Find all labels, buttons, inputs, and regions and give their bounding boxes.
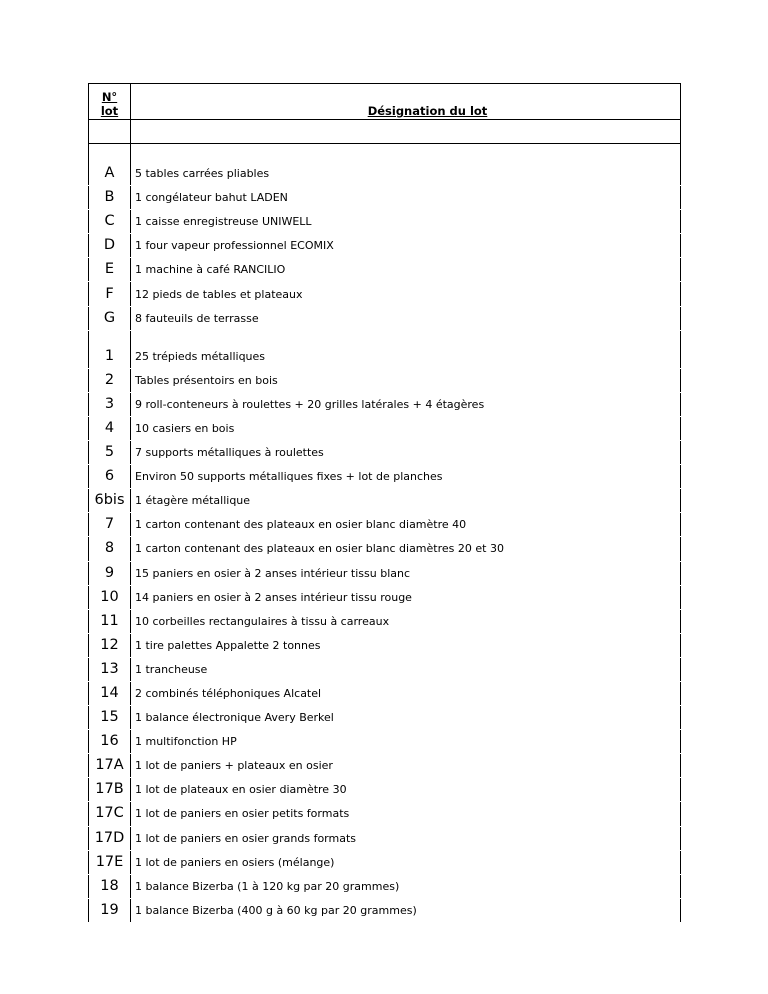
table-row	[89, 826, 681, 850]
lot-table-body	[89, 120, 681, 923]
lot-number: 17E	[89, 850, 131, 874]
table-row	[89, 706, 681, 730]
table-row	[89, 306, 681, 330]
group-spacer-row	[89, 330, 681, 345]
lot-designation: 10 casiers en bois	[131, 416, 681, 440]
lot-designation: 1 balance Bizerba (1 à 120 kg par 20 grammes)	[131, 874, 681, 898]
table-row	[89, 537, 681, 561]
lot-number: 19	[89, 898, 131, 922]
lot-number: G	[89, 306, 131, 330]
lot-designation: 1 lot de paniers en osier grands formats	[131, 826, 681, 850]
lot-number: 14	[89, 681, 131, 705]
lot-designation: Environ 50 supports métalliques fixes + lot de planches	[131, 465, 681, 489]
lot-number: 8	[89, 537, 131, 561]
table-row	[89, 513, 681, 537]
lot-number: 17C	[89, 802, 131, 826]
table-row	[89, 633, 681, 657]
lot-designation: 5 tables carrées pliables	[131, 162, 681, 186]
table-row	[89, 730, 681, 754]
designation-header	[131, 84, 681, 120]
table-row	[89, 416, 681, 440]
table-row	[89, 898, 681, 922]
lot-number: 15	[89, 706, 131, 730]
lot-number: 1	[89, 345, 131, 369]
lot-number: F	[89, 282, 131, 306]
lot-designation: 1 tire palettes Appalette 2 tonnes	[131, 633, 681, 657]
lot-designation: 1 congélateur bahut LADEN	[131, 186, 681, 210]
lot-number: 11	[89, 609, 131, 633]
lot-number: 16	[89, 730, 131, 754]
lot-number: 17A	[89, 754, 131, 778]
lot-designation: 1 carton contenant des plateaux en osier blanc diamètre 40	[131, 513, 681, 537]
lot-number: 4	[89, 416, 131, 440]
lot-designation: 1 machine à café RANCILIO	[131, 258, 681, 282]
lot-designation: 1 lot de paniers en osiers (mélange)	[131, 850, 681, 874]
lot-designation: Tables présentoirs en bois	[131, 368, 681, 392]
table-row	[89, 345, 681, 369]
lot-designation: 14 paniers en osier à 2 anses intérieur tissu rouge	[131, 585, 681, 609]
lot-designation: 25 trépieds métalliques	[131, 345, 681, 369]
lot-designation: 10 corbeilles rectangulaires à tissu à carreaux	[131, 609, 681, 633]
lot-designation: 1 trancheuse	[131, 657, 681, 681]
table-row	[89, 234, 681, 258]
table-row	[89, 754, 681, 778]
lot-number: E	[89, 258, 131, 282]
lot-designation: 8 fauteuils de terrasse	[131, 306, 681, 330]
lot-number: 9	[89, 561, 131, 585]
lot-number-header	[89, 84, 131, 120]
lot-number: C	[89, 210, 131, 234]
lot-number: 17B	[89, 778, 131, 802]
lot-designation: 1 lot de paniers + plateaux en osier	[131, 754, 681, 778]
lot-number-header-line2: lot	[100, 104, 119, 118]
table-row	[89, 561, 681, 585]
lot-number: 13	[89, 657, 131, 681]
lot-designation: 15 paniers en osier à 2 anses intérieur tissu blanc	[131, 561, 681, 585]
lot-number: 5	[89, 441, 131, 465]
lot-number: 3	[89, 392, 131, 416]
table-header-row	[89, 84, 681, 120]
designation-header-label: Désignation du lot	[367, 104, 488, 118]
lot-number: 7	[89, 513, 131, 537]
table-row	[89, 162, 681, 186]
lot-number: 17D	[89, 826, 131, 850]
table-row	[89, 441, 681, 465]
lot-number-header-line1: N°	[101, 90, 118, 104]
lot-number: D	[89, 234, 131, 258]
lot-designation: 1 caisse enregistreuse UNIWELL	[131, 210, 681, 234]
table-row	[89, 368, 681, 392]
lot-number: 12	[89, 633, 131, 657]
table-row	[89, 802, 681, 826]
table-row	[89, 465, 681, 489]
table-row	[89, 186, 681, 210]
lot-designation: 1 étagère métallique	[131, 489, 681, 513]
empty-header-row	[89, 120, 681, 144]
lot-designation: 1 carton contenant des plateaux en osier blanc diamètres 20 et 30	[131, 537, 681, 561]
lot-designation: 1 four vapeur professionnel ECOMIX	[131, 234, 681, 258]
lot-number: 10	[89, 585, 131, 609]
lot-designation: 2 combinés téléphoniques Alcatel	[131, 681, 681, 705]
lot-designation: 9 roll-conteneurs à roulettes + 20 grilles latérales + 4 étagères	[131, 392, 681, 416]
lot-number: 18	[89, 874, 131, 898]
lot-number: A	[89, 162, 131, 186]
spacer-row	[89, 144, 681, 163]
lot-number: B	[89, 186, 131, 210]
table-row	[89, 258, 681, 282]
lot-table	[88, 83, 681, 923]
table-row	[89, 874, 681, 898]
lot-designation: 12 pieds de tables et plateaux	[131, 282, 681, 306]
lot-designation: 1 multifonction HP	[131, 730, 681, 754]
lot-designation: 1 lot de paniers en osier petits formats	[131, 802, 681, 826]
table-row	[89, 778, 681, 802]
lot-designation: 1 balance électronique Avery Berkel	[131, 706, 681, 730]
table-row	[89, 585, 681, 609]
lot-number: 6bis	[89, 489, 131, 513]
lot-designation: 1 balance Bizerba (400 g à 60 kg par 20 grammes)	[131, 898, 681, 922]
table-row	[89, 489, 681, 513]
lot-designation: 7 supports métalliques à roulettes	[131, 441, 681, 465]
table-row	[89, 210, 681, 234]
lot-designation: 1 lot de plateaux en osier diamètre 30	[131, 778, 681, 802]
table-row	[89, 392, 681, 416]
lot-number: 2	[89, 368, 131, 392]
table-row	[89, 850, 681, 874]
table-row	[89, 282, 681, 306]
table-row	[89, 609, 681, 633]
lot-number: 6	[89, 465, 131, 489]
table-row	[89, 657, 681, 681]
table-row	[89, 681, 681, 705]
